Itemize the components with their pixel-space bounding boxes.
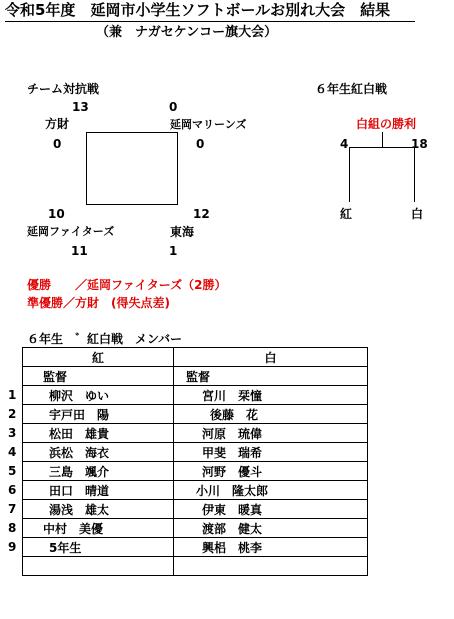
red-white-heading: ６年生紅白戦: [315, 82, 388, 96]
page-title: 令和5年度 延岡市小学生ソフトボールお別れ大会 結果: [5, 1, 391, 19]
team-bottom-left: 延岡ファイターズ: [27, 225, 115, 238]
white-header: 白: [174, 348, 368, 367]
white-member: 河原 琉偉: [174, 424, 368, 443]
white-member: 河野 優斗: [174, 462, 368, 481]
red-member: 宇戸田 陽: [23, 405, 174, 424]
row-number: 7: [8, 502, 17, 516]
score-bottom-left: 11: [71, 244, 88, 258]
white-member: 後藤 花: [174, 405, 368, 424]
red-score: 4: [340, 137, 349, 151]
row-number: 8: [8, 521, 17, 535]
team-top-right: 延岡マリーンズ: [170, 118, 247, 131]
red-header: 紅: [23, 348, 174, 367]
table-row: [23, 500, 368, 519]
white-member: 興梠 桃李: [174, 538, 368, 557]
bracket-right: [414, 147, 415, 202]
score-bottom-right: 1: [169, 244, 178, 258]
table-header-row: [23, 348, 368, 367]
inner-score-top-right: 0: [196, 137, 205, 151]
table-row: [23, 538, 368, 557]
team-bottom-right: 東海: [170, 225, 195, 239]
row-number: 4: [8, 445, 17, 459]
page-subtitle: （兼 ナガセケンコー旗大会）: [96, 25, 278, 40]
row-number: 1: [8, 388, 17, 402]
red-member: 5年生: [23, 538, 174, 557]
white-member: 小川 隆太郎: [174, 481, 368, 500]
table-row: [23, 481, 368, 500]
table-row: [23, 443, 368, 462]
members-table: [22, 347, 368, 576]
white-member: 宮川 栞憧: [174, 386, 368, 405]
empty-cell: [23, 557, 174, 576]
bracket-left: [349, 147, 350, 202]
bracket-bar: [349, 147, 415, 148]
white-score: 18: [411, 137, 428, 151]
white-member: 伊東 暖真: [174, 500, 368, 519]
table-row: [23, 424, 368, 443]
white-team-label: 白: [411, 207, 424, 221]
red-coach: 監督: [23, 367, 174, 386]
red-member: 田口 晴道: [23, 481, 174, 500]
inner-score-bottom-left: 10: [48, 207, 65, 221]
score-top-right: 0: [169, 100, 178, 114]
row-number: 6: [8, 483, 17, 497]
bracket-stem: [382, 132, 383, 147]
row-number: 9: [8, 540, 17, 554]
row-number: 5: [8, 464, 17, 478]
red-team-label: 紅: [340, 207, 353, 221]
table-row: [23, 462, 368, 481]
empty-cell: [174, 557, 368, 576]
score-top-left: 13: [72, 100, 89, 114]
inner-score-bottom-right: 12: [193, 207, 210, 221]
row-number: 3: [8, 426, 17, 440]
white-member: 渡部 健太: [174, 519, 368, 538]
red-member: 三島 颯介: [23, 462, 174, 481]
white-member: 甲斐 瑞希: [174, 443, 368, 462]
table-row: [23, 367, 368, 386]
runner-up-result: 準優勝／方財 (得失点差): [27, 296, 170, 310]
white-coach: 監督: [174, 367, 368, 386]
table-row: [23, 557, 368, 576]
inner-score-top-left: 0: [53, 137, 62, 151]
team-match-heading: チーム対抗戦: [27, 82, 100, 96]
red-member: 中村 美優: [23, 519, 174, 538]
champion-result: 優勝 ／延岡ファイターズ（2勝）: [27, 278, 227, 292]
table-row: [23, 519, 368, 538]
table-row: [23, 405, 368, 424]
members-heading: ６年生 ゛紅白戦 メンバー: [27, 332, 183, 346]
red-member: 浜松 海衣: [23, 443, 174, 462]
match-square: [86, 132, 178, 205]
team-top-left: 方財: [45, 117, 70, 131]
red-member: 柳沢 ゆい: [23, 386, 174, 405]
title-underline: [5, 21, 415, 22]
red-member: 松田 雄貴: [23, 424, 174, 443]
red-member: 湯浅 雄太: [23, 500, 174, 519]
table-row: [23, 386, 368, 405]
row-number: 2: [8, 407, 17, 421]
winner-label: 白組の勝利: [356, 117, 417, 131]
